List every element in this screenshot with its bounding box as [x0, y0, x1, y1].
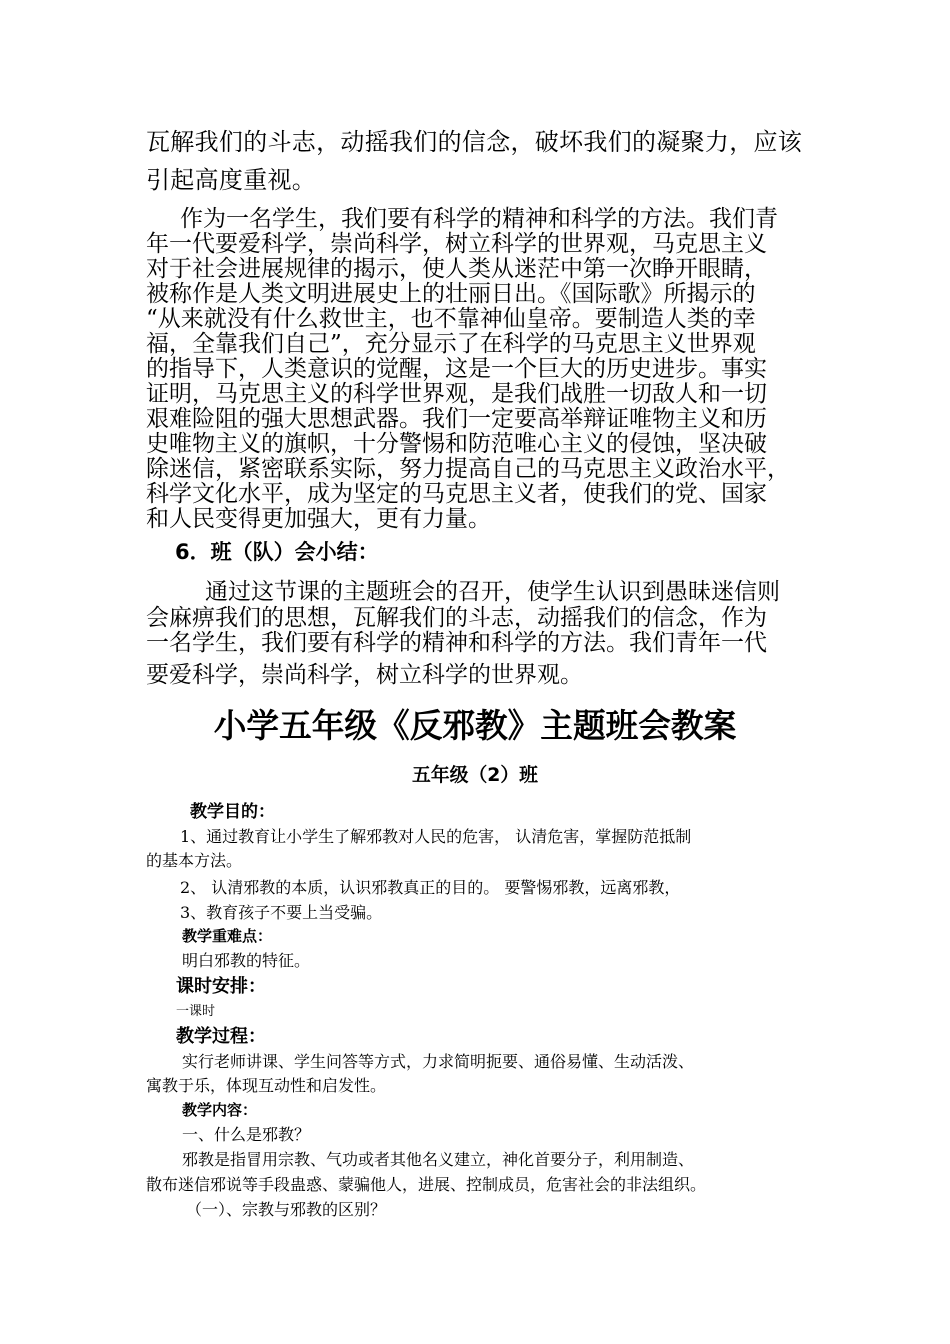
- body-line: 福，全靠我们自己”，充分显示了在科学的马克思主义世界观: [146, 331, 756, 357]
- body-line: “从来就没有什么救世主，也不靠神仙皇帝。要制造人类的幸: [146, 306, 756, 332]
- objective-line: 2、 认清邪教的本质，认识邪教真正的目的。 要警惕邪教，远离邪教，: [180, 878, 681, 897]
- body-line: 年一代要爱科学，崇尚科学，树立科学的世界观，马克思主义: [146, 231, 767, 257]
- objectives-heading: 教学目的：: [190, 802, 275, 822]
- objective-line: 的基本方法。: [146, 851, 243, 870]
- body-line: 被称作是人类文明进展史上的壮丽日出。《国际歌》所揭示的: [146, 281, 756, 307]
- body-line: 的指导下，人类意识的觉醒，这是一个巨大的历史进步。事实: [146, 356, 767, 382]
- body-line: 作为一名学生，我们要有科学的精神和科学的方法。我们青: [180, 206, 778, 232]
- body-line: 科学文化水平，成为坚定的马克思主义者，使我们的党、国家: [146, 481, 767, 507]
- body-line: 除迷信，紧密联系实际，努力提高自己的马克思主义政治水平，: [146, 456, 790, 482]
- definition-line: 邪教是指冒用宗教、气功或者其他名义建立，神化首要分子，利用制造、: [182, 1150, 695, 1169]
- summary-line: 通过这节课的主题班会的召开，使学生认识到愚昧迷信则: [205, 579, 780, 605]
- process-line: 寓教于乐，体现互动性和启发性。: [146, 1076, 387, 1095]
- definition-line: 散布迷信邪说等手段蛊惑、蒙骗他人，进展、控制成员，危害社会的非法组织。: [146, 1175, 707, 1194]
- schedule-heading: 课时安排：: [176, 976, 266, 997]
- summary-line: 会麻痹我们的思想，瓦解我们的斗志，动摇我们的信念，作为: [146, 605, 767, 631]
- subsection-heading: （一）、宗教与邪教的区别？: [186, 1200, 387, 1219]
- intro-line: 引起高度重视。: [146, 166, 317, 194]
- summary-line: 一名学生，我们要有科学的精神和科学的方法。我们青年一代: [146, 630, 767, 656]
- body-line: 艰难险阻的强大思想武器。我们一定要高举辩证唯物主义和历: [146, 406, 767, 432]
- body-line: 证明，马克思主义的科学世界观，是我们战胜一切敌人和一切: [146, 381, 767, 407]
- summary-line: 要爱科学，崇尚科学，树立科学的世界观。: [146, 662, 583, 688]
- body-line: 对于社会进展规律的揭示，使人类从迷茫中第一次睁开眼睛，: [146, 256, 767, 282]
- body-line: 史唯物主义的旗帜，十分警惕和防范唯心主义的侵蚀，坚决破: [146, 431, 767, 457]
- process-line: 实行老师讲课、学生问答等方式，力求简明扼要、通俗易懂、生动活泼、: [182, 1052, 695, 1071]
- intro-line: 瓦解我们的斗志，动摇我们的信念，破坏我们的凝聚力，应该: [146, 128, 803, 156]
- objective-line: 3、教育孩子不要上当受骗。: [180, 903, 383, 922]
- schedule-text: 一课时: [176, 1004, 216, 1019]
- section-heading: 6．班（队）会小结：: [175, 540, 379, 564]
- keypoints-heading: 教学重难点：: [182, 927, 273, 945]
- page-subtitle: 五年级（2）班: [412, 764, 538, 786]
- content-heading: 教学内容：: [182, 1101, 258, 1119]
- page-title: 小学五年级《反邪教》主题班会教案: [213, 706, 737, 745]
- objective-line: 1、通过教育让小学生了解邪教对人民的危害， 认清危害，掌握防范抵制: [180, 827, 692, 846]
- keypoints-text: 明白邪教的特征。: [182, 951, 311, 970]
- question-heading: 一、什么是邪教？: [182, 1125, 311, 1144]
- body-line: 和人民变得更加强大，更有力量。: [146, 506, 491, 532]
- process-heading: 教学过程：: [176, 1026, 266, 1047]
